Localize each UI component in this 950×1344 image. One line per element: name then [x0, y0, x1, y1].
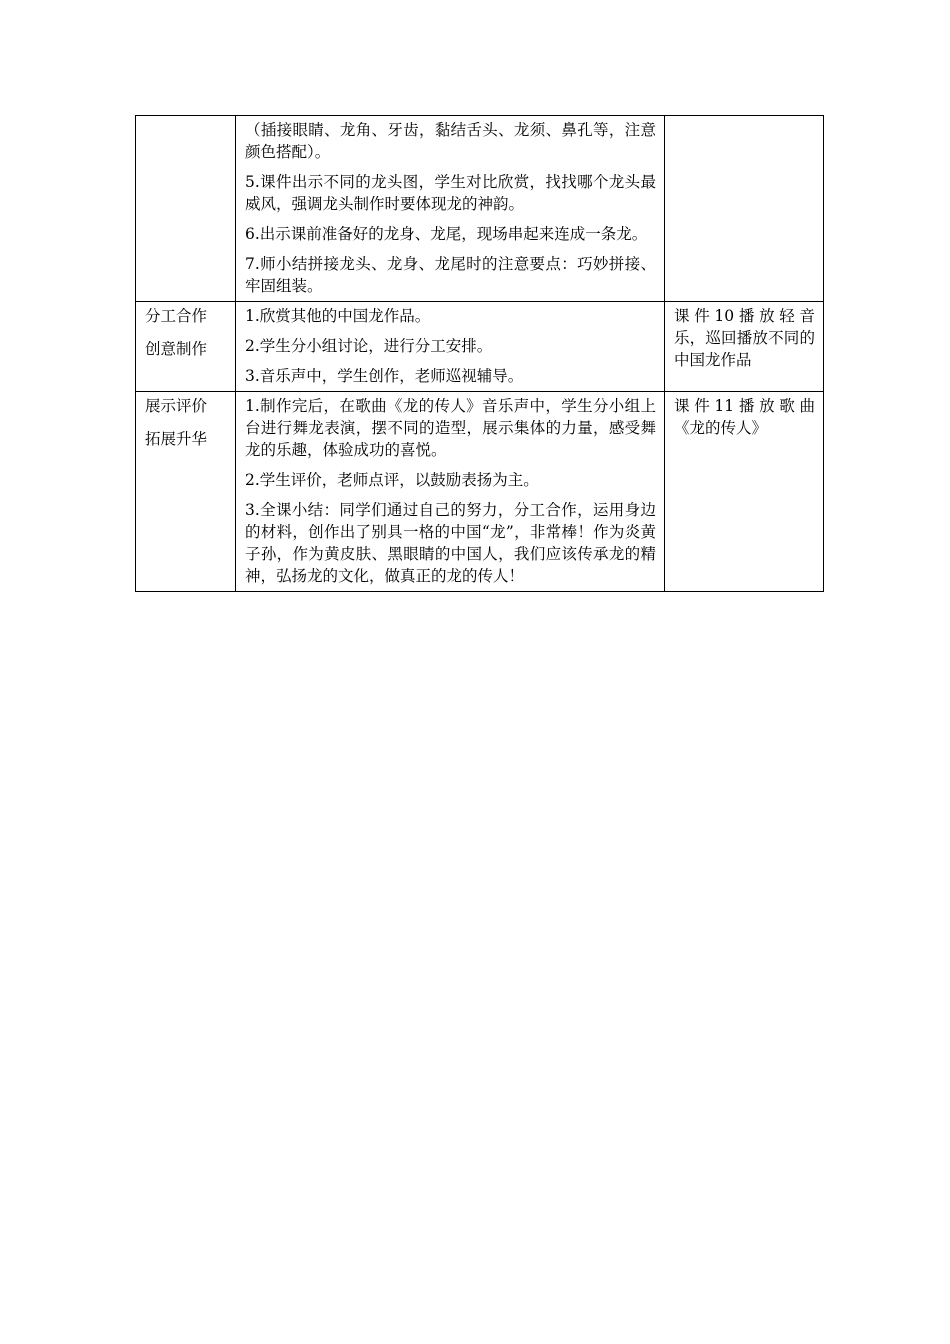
lesson-plan-table: [135, 115, 824, 592]
content-paragraph: 7.师小结拼接龙头、龙身、龙尾时的注意要点：巧妙拼接、牢固组装。: [245, 255, 656, 295]
media-cell: [665, 302, 824, 392]
table-row: [136, 116, 824, 302]
stage-cell: [136, 116, 236, 302]
content-paragraph: 1.欣赏其他的中国龙作品。: [245, 307, 431, 325]
content-paragraph: （插接眼睛、龙角、牙齿，黏结舌头、龙须、鼻孔等，注意颜色搭配）。: [245, 121, 656, 161]
media-note: 课件10播放轻音乐，巡回播放不同的中国龙作品: [674, 307, 815, 369]
content-paragraph: 1.制作完后，在歌曲《龙的传人》音乐声中，学生分小组上台进行舞龙表演，摆不同的造型，展示集体的力量，感受舞龙的乐趣，体验成功的喜悦。: [245, 397, 656, 459]
stage-cell: [136, 392, 236, 592]
content-cell: [236, 116, 665, 302]
media-cell: [665, 116, 824, 302]
content-paragraph: 2.学生分小组讨论，进行分工安排。: [245, 337, 493, 355]
stage-cell: [136, 302, 236, 392]
content-cell: [236, 302, 665, 392]
content-paragraph: 2.学生评价，老师点评，以鼓励表扬为主。: [245, 471, 539, 489]
content-paragraph: 3.音乐声中，学生创作，老师巡视辅导。: [245, 367, 524, 385]
stage-title-line: 展示评价: [145, 397, 208, 415]
table-row: [136, 302, 824, 392]
stage-title-line: 拓展升华: [145, 430, 208, 448]
content-paragraph: 3.全课小结：同学们通过自己的努力，分工合作，运用身边的材料，创作出了别具一格的中国“龙”，非常棒！作为炎黄子孙，作为黄皮肤、黑眼睛的中国人，我们应该传承龙的精神，弘扬龙的文化，做真正的龙的传人！: [245, 501, 656, 585]
content-paragraph: 6.出示课前准备好的龙身、龙尾，现场串起来连成一条龙。: [245, 225, 648, 243]
media-cell: [665, 392, 824, 592]
content-cell: [236, 392, 665, 592]
stage-title-line: 创意制作: [145, 340, 208, 358]
media-note: 课件11播放歌曲《龙的传人》: [674, 397, 815, 437]
content-paragraph: 5.课件出示不同的龙头图，学生对比欣赏，找找哪个龙头最威风，强调龙头制作时要体现龙的神韵。: [245, 173, 656, 213]
table-row: [136, 392, 824, 592]
stage-title-line: 分工合作: [145, 307, 208, 325]
